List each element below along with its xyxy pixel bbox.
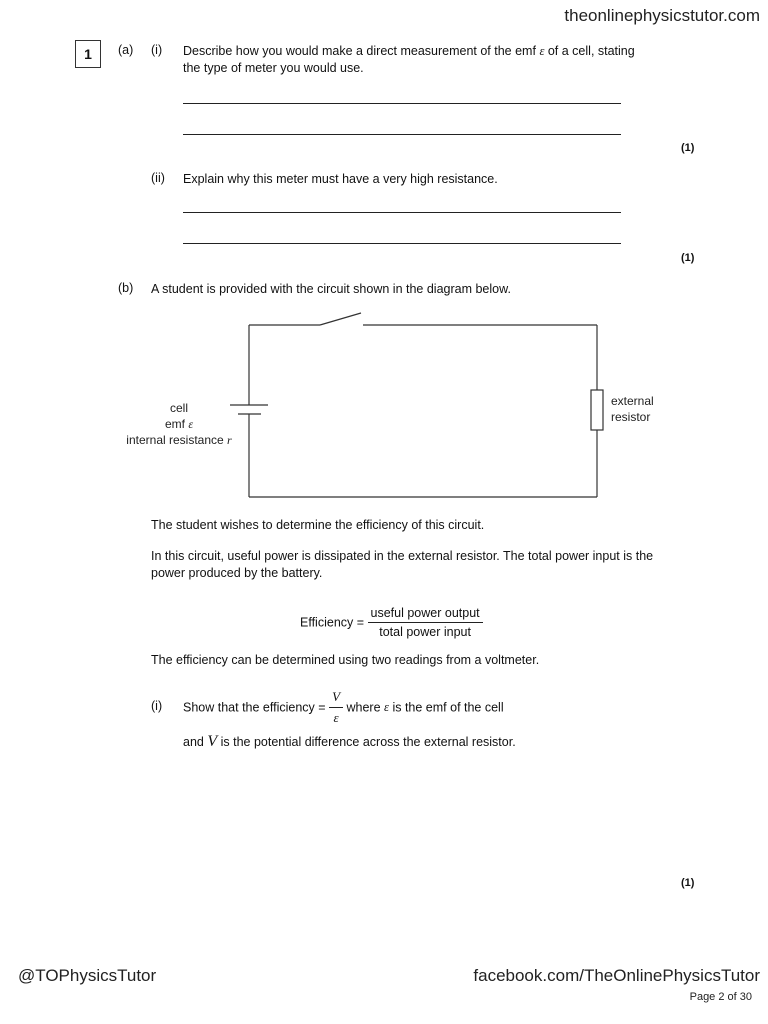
question-number: 1: [75, 40, 101, 68]
emf-symbol: ε: [188, 417, 194, 431]
internal-resistance-label: [126, 433, 232, 447]
part-b-intro: A student is provided with the circuit shown in the diagram below.: [151, 282, 511, 296]
marks-a-i: (1): [681, 142, 695, 154]
v-symbol: V: [207, 733, 218, 750]
internal-text: internal resistance: [126, 433, 224, 447]
emf-text: emf: [164, 417, 185, 431]
site-url: theonlinephysicstutor.com: [564, 6, 760, 25]
formula-numerator: useful power output: [368, 606, 483, 623]
efficiency-formula: [300, 606, 483, 639]
internal-symbol: r: [227, 433, 232, 447]
part-a-label: (a): [118, 43, 134, 57]
page-number: Page 2 of 30: [689, 991, 752, 1003]
formula-denominator: total power input: [379, 625, 471, 639]
part-b-label: (b): [118, 281, 134, 295]
part-a-i-text-1: Describe how you would make a direct measurement of the emf: [183, 44, 536, 58]
para-power: In this circuit, useful power is dissipated in the external resistor. The total power input is the power produced by the battery.: [151, 549, 654, 580]
part-a-ii-label: (ii): [151, 171, 165, 185]
part-a-i-text-2: of a cell, stating: [547, 44, 635, 58]
external-resistor-symbol: [591, 390, 603, 430]
emf-label: [165, 417, 193, 431]
part-b-i-text: [183, 689, 504, 726]
marks-b-i: (1): [681, 877, 695, 889]
part-b-i-text-3: is the emf of the cell: [392, 700, 504, 715]
part-a-i-text-3: the type of meter you would use.: [183, 61, 364, 75]
epsilon-symbol: ε: [539, 44, 545, 58]
frac-v: V: [329, 689, 343, 708]
part-b-i-text-1: Show that the efficiency =: [183, 700, 326, 715]
para-efficiency: The student wishes to determine the efficiency of this circuit.: [151, 518, 485, 532]
facebook-link: facebook.com/TheOnlinePhysicsTutor: [473, 966, 760, 985]
resistor-label-2: resistor: [611, 410, 651, 424]
part-a-ii-text: Explain why this meter must have a very high resistance.: [183, 172, 498, 186]
formula-fraction: [368, 606, 483, 639]
marks-a-ii: (1): [681, 252, 695, 264]
part-a-i-label: (i): [151, 43, 163, 57]
line2-post: is the potential difference across the external resistor.: [220, 735, 516, 749]
cell-label: cell: [169, 401, 189, 415]
part-b-i-line2: [183, 733, 516, 751]
part-b-i-label: (i): [151, 699, 163, 713]
para-voltmeter: The efficiency can be determined using two readings from a voltmeter.: [151, 653, 540, 667]
resistor-label-1: external: [611, 394, 654, 408]
formula-lhs: Efficiency =: [300, 615, 365, 630]
twitter-handle: @TOPhysicsTutor: [18, 966, 157, 985]
epsilon-symbol: ε: [384, 700, 389, 714]
part-b-i-where: where: [346, 700, 381, 715]
open-switch: [320, 313, 361, 325]
v-over-epsilon: [329, 689, 343, 726]
frac-epsilon: ε: [333, 710, 339, 725]
line2-and: and: [183, 735, 204, 749]
